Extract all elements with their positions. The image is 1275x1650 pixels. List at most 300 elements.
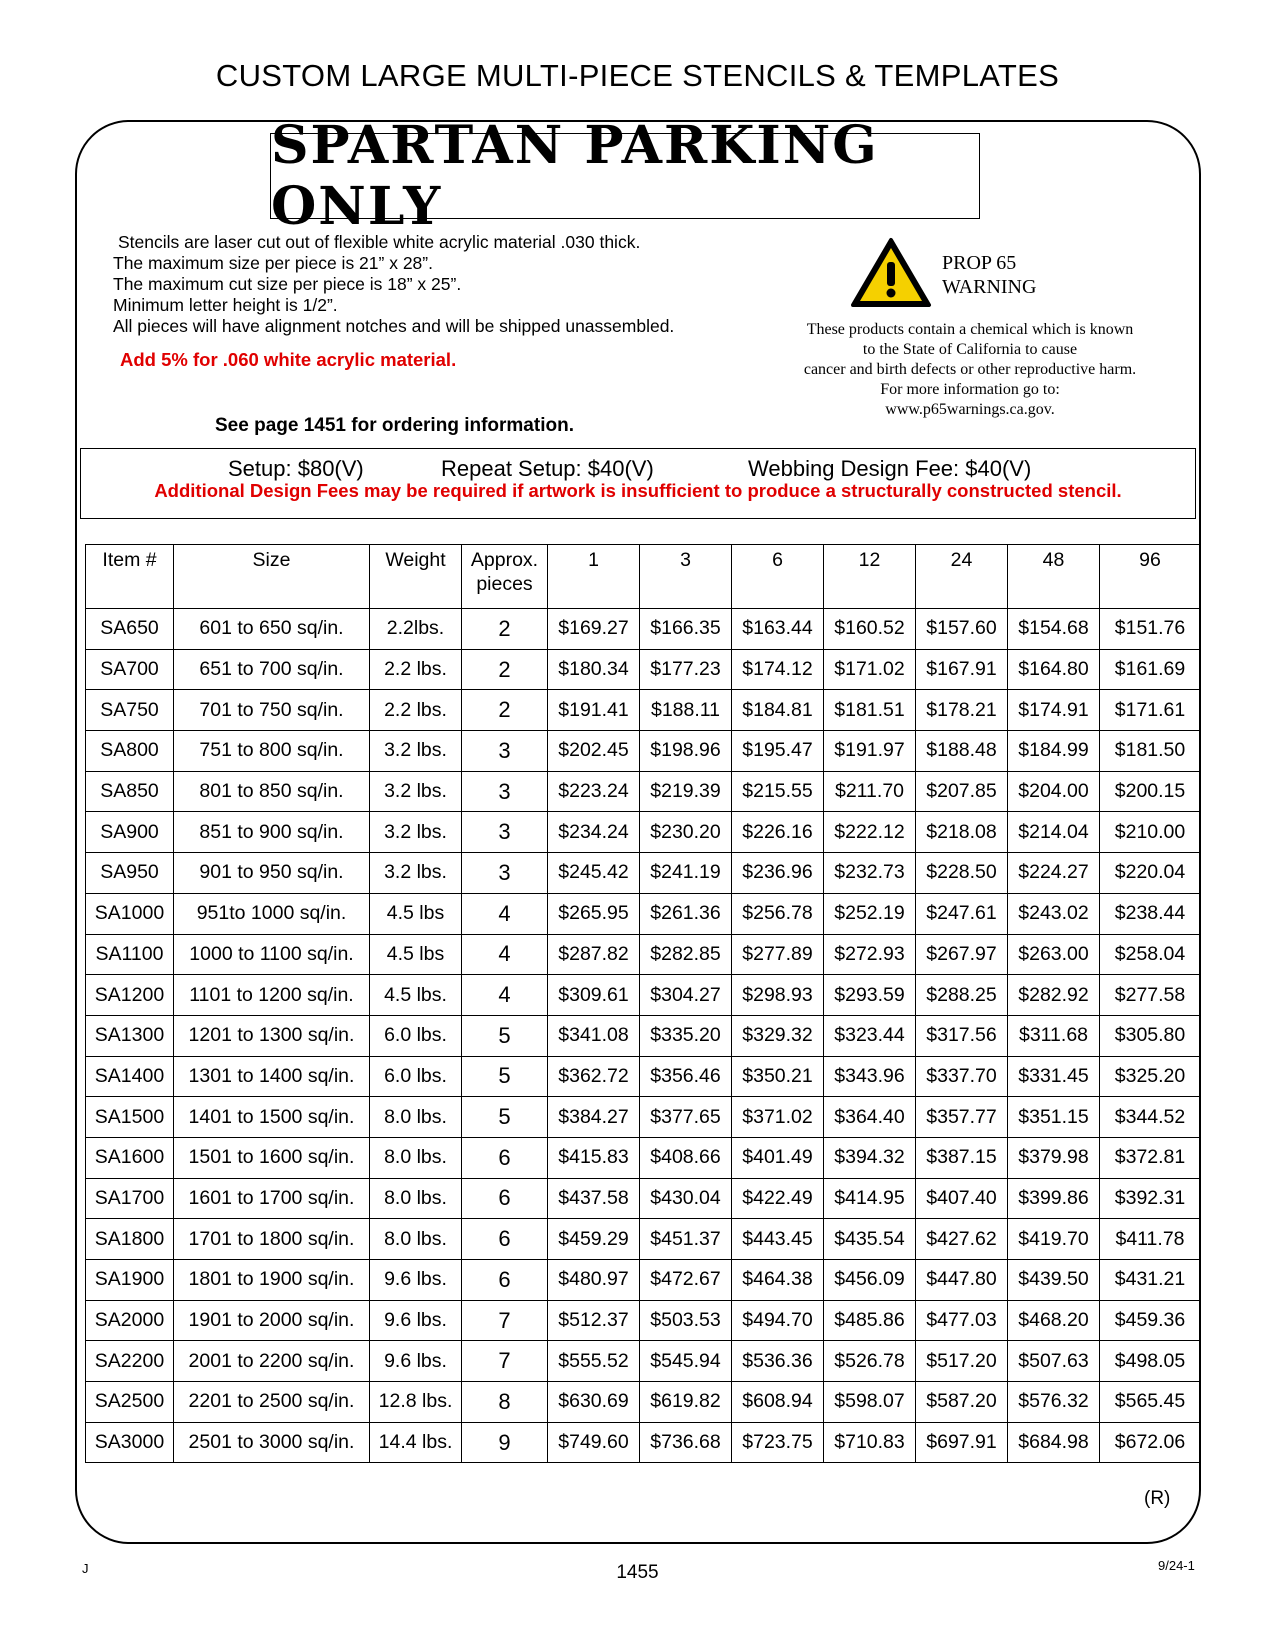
table-cell: $372.81 <box>1100 1137 1201 1178</box>
table-cell: SA1600 <box>86 1137 174 1178</box>
table-cell: 1801 to 1900 sq/in. <box>174 1260 370 1301</box>
table-cell: $202.45 <box>548 731 640 772</box>
table-cell: $204.00 <box>1008 771 1100 812</box>
table-cell: $177.23 <box>640 649 732 690</box>
table-cell: $468.20 <box>1008 1300 1100 1341</box>
table-cell: $377.65 <box>640 1097 732 1138</box>
table-cell: $401.49 <box>732 1137 824 1178</box>
table-cell: $161.69 <box>1100 649 1201 690</box>
table-row <box>86 649 1201 690</box>
table-cell: $174.91 <box>1008 690 1100 731</box>
table-cell: $545.94 <box>640 1341 732 1382</box>
table-cell: SA1500 <box>86 1097 174 1138</box>
table-cell: 1301 to 1400 sq/in. <box>174 1056 370 1097</box>
table-cell: $252.19 <box>824 893 916 934</box>
table-cell: 2.2 lbs. <box>370 690 462 731</box>
table-cell: $329.32 <box>732 1015 824 1056</box>
design-fee-warning: Additional Design Fees may be required if artwork is insufficient to produce a structurally constructed stencil. <box>154 480 1122 501</box>
table-cell: $411.78 <box>1100 1219 1201 1260</box>
table-cell: $188.48 <box>916 731 1008 772</box>
stencil-sample-text: SPARTAN PARKING ONLY <box>271 115 879 237</box>
table-cell: 3.2 lbs. <box>370 731 462 772</box>
column-header-text: pieces <box>476 573 533 595</box>
table-cell: 6 <box>462 1137 548 1178</box>
table-cell: $277.89 <box>732 934 824 975</box>
table-cell: $507.63 <box>1008 1341 1100 1382</box>
table-cell: 6.0 lbs. <box>370 1015 462 1056</box>
table-cell: $498.05 <box>1100 1341 1201 1382</box>
table-cell: $414.95 <box>824 1178 916 1219</box>
prop65-line: These products contain a chemical which is known <box>806 321 1134 338</box>
table-cell: $263.00 <box>1008 934 1100 975</box>
table-cell: 8.0 lbs. <box>370 1137 462 1178</box>
table-cell: 6 <box>462 1178 548 1219</box>
table-cell: $672.06 <box>1100 1422 1201 1463</box>
table-cell: $188.11 <box>640 690 732 731</box>
table-cell: $464.38 <box>732 1260 824 1301</box>
prop65-line: www.p65warnings.ca.gov. <box>885 401 1055 418</box>
column-header <box>1100 545 1201 609</box>
table-cell: $387.15 <box>916 1137 1008 1178</box>
table-cell: 2 <box>462 649 548 690</box>
table-cell: $191.41 <box>548 690 640 731</box>
table-cell: 951to 1000 sq/in. <box>174 893 370 934</box>
table-cell: $697.91 <box>916 1422 1008 1463</box>
table-cell: $431.21 <box>1100 1260 1201 1301</box>
table-cell: $224.27 <box>1008 853 1100 894</box>
price-table <box>85 544 1201 1463</box>
table-cell: 2 <box>462 690 548 731</box>
table-cell: SA1000 <box>86 893 174 934</box>
prop65-line: For more information go to: <box>880 381 1060 398</box>
table-cell: $184.81 <box>732 690 824 731</box>
table-cell: $215.55 <box>732 771 824 812</box>
table-cell: $430.04 <box>640 1178 732 1219</box>
column-header-text: 12 <box>858 549 881 571</box>
table-row <box>86 1015 1201 1056</box>
table-cell: 2001 to 2200 sq/in. <box>174 1341 370 1382</box>
spec-line: The maximum size per piece is 21” x 28”. <box>113 253 433 273</box>
table-cell: $619.82 <box>640 1382 732 1423</box>
table-cell: $222.12 <box>824 812 916 853</box>
table-cell: $167.91 <box>916 649 1008 690</box>
table-cell: 5 <box>462 1056 548 1097</box>
table-cell: $210.00 <box>1100 812 1201 853</box>
ordering-note: See page 1451 for ordering information. <box>215 415 574 436</box>
column-header-text: Size <box>252 549 291 571</box>
footer-left: J <box>82 1561 89 1576</box>
table-cell: 701 to 750 sq/in. <box>174 690 370 731</box>
table-cell: $166.35 <box>640 609 732 650</box>
table-cell: $304.27 <box>640 975 732 1016</box>
table-cell: $323.44 <box>824 1015 916 1056</box>
column-header <box>86 545 174 609</box>
column-header-text: 96 <box>1139 549 1161 571</box>
table-cell: SA850 <box>86 771 174 812</box>
table-cell: $236.96 <box>732 853 824 894</box>
table-cell: SA800 <box>86 731 174 772</box>
table-cell: $163.44 <box>732 609 824 650</box>
table-cell: $298.93 <box>732 975 824 1016</box>
table-cell: 4.5 lbs <box>370 934 462 975</box>
table-cell: 751 to 800 sq/in. <box>174 731 370 772</box>
table-row <box>86 812 1201 853</box>
footer-right: 9/24-1 <box>1158 1558 1195 1573</box>
material-note: Add 5% for .060 white acrylic material. <box>120 349 457 370</box>
table-header-row <box>86 545 1201 609</box>
table-cell: 3 <box>462 771 548 812</box>
table-cell: $256.78 <box>732 893 824 934</box>
table-cell: SA900 <box>86 812 174 853</box>
table-cell: 9.6 lbs. <box>370 1300 462 1341</box>
table-cell: $447.80 <box>916 1260 1008 1301</box>
table-cell: $181.51 <box>824 690 916 731</box>
table-cell: 4 <box>462 893 548 934</box>
table-cell: $164.80 <box>1008 649 1100 690</box>
table-cell: SA700 <box>86 649 174 690</box>
table-cell: 4 <box>462 975 548 1016</box>
table-row <box>86 1422 1201 1463</box>
table-cell: $459.29 <box>548 1219 640 1260</box>
column-header <box>916 545 1008 609</box>
table-cell: $419.70 <box>1008 1219 1100 1260</box>
table-cell: $241.19 <box>640 853 732 894</box>
table-cell: $684.98 <box>1008 1422 1100 1463</box>
table-cell: $608.94 <box>732 1382 824 1423</box>
table-cell: 3 <box>462 812 548 853</box>
table-cell: 2.2 lbs. <box>370 649 462 690</box>
page-number: 1455 <box>616 1562 659 1583</box>
table-cell: 4.5 lbs <box>370 893 462 934</box>
table-cell: $503.53 <box>640 1300 732 1341</box>
table-cell: $151.76 <box>1100 609 1201 650</box>
table-cell: $198.96 <box>640 731 732 772</box>
table-cell: 3 <box>462 853 548 894</box>
table-cell: $362.72 <box>548 1056 640 1097</box>
table-cell: $293.59 <box>824 975 916 1016</box>
table-cell: $379.98 <box>1008 1137 1100 1178</box>
table-cell: $223.24 <box>548 771 640 812</box>
column-header-text: 24 <box>950 549 973 571</box>
table-cell: $456.09 <box>824 1260 916 1301</box>
table-cell: $331.45 <box>1008 1056 1100 1097</box>
table-cell: $357.77 <box>916 1097 1008 1138</box>
prop65-title <box>942 251 1036 299</box>
table-cell: $184.99 <box>1008 731 1100 772</box>
table-cell: $415.83 <box>548 1137 640 1178</box>
table-row <box>86 1382 1201 1423</box>
table-cell: $587.20 <box>916 1382 1008 1423</box>
table-cell: 601 to 650 sq/in. <box>174 609 370 650</box>
table-cell: $238.44 <box>1100 893 1201 934</box>
table-cell: $526.78 <box>824 1341 916 1382</box>
table-cell: $407.40 <box>916 1178 1008 1219</box>
column-header-text: Weight <box>385 549 446 571</box>
table-cell: 901 to 950 sq/in. <box>174 853 370 894</box>
table-cell: 3 <box>462 731 548 772</box>
column-header-text: 6 <box>772 549 783 571</box>
table-cell: $337.70 <box>916 1056 1008 1097</box>
table-cell: $451.37 <box>640 1219 732 1260</box>
table-cell: $317.56 <box>916 1015 1008 1056</box>
table-cell: $288.25 <box>916 975 1008 1016</box>
table-cell: 9.6 lbs. <box>370 1341 462 1382</box>
table-cell: $494.70 <box>732 1300 824 1341</box>
column-header-text: Approx. <box>470 549 539 571</box>
table-cell: $335.20 <box>640 1015 732 1056</box>
table-cell: $459.36 <box>1100 1300 1201 1341</box>
table-cell: $371.02 <box>732 1097 824 1138</box>
table-cell: 2501 to 3000 sq/in. <box>174 1422 370 1463</box>
table-cell: $343.96 <box>824 1056 916 1097</box>
table-cell: $169.27 <box>548 609 640 650</box>
table-cell: $341.08 <box>548 1015 640 1056</box>
repeat-setup-fee: Repeat Setup: $40(V) <box>441 456 654 481</box>
table-cell: SA1100 <box>86 934 174 975</box>
table-cell: $287.82 <box>548 934 640 975</box>
table-cell: SA1800 <box>86 1219 174 1260</box>
table-cell: $384.27 <box>548 1097 640 1138</box>
table-cell: $211.70 <box>824 771 916 812</box>
column-header <box>824 545 916 609</box>
table-row <box>86 1300 1201 1341</box>
table-cell: 8.0 lbs. <box>370 1097 462 1138</box>
table-cell: 8.0 lbs. <box>370 1178 462 1219</box>
table-cell: $325.20 <box>1100 1056 1201 1097</box>
column-header-text: 48 <box>1042 549 1065 571</box>
table-cell: $180.34 <box>548 649 640 690</box>
table-cell: 1701 to 1800 sq/in. <box>174 1219 370 1260</box>
table-cell: $536.36 <box>732 1341 824 1382</box>
table-cell: $277.58 <box>1100 975 1201 1016</box>
table-cell: $351.15 <box>1008 1097 1100 1138</box>
warning-triangle-icon <box>850 237 932 309</box>
table-cell: 2.2lbs. <box>370 609 462 650</box>
prop65-line: to the State of California to cause <box>862 341 1078 358</box>
prop65-line: cancer and birth defects or other reproductive harm. <box>803 361 1137 378</box>
column-header <box>462 545 548 609</box>
table-cell: $191.97 <box>824 731 916 772</box>
prop65-title-line: WARNING <box>942 276 1037 298</box>
table-cell: 12.8 lbs. <box>370 1382 462 1423</box>
table-cell: 2 <box>462 609 548 650</box>
table-cell: $392.31 <box>1100 1178 1201 1219</box>
column-header <box>640 545 732 609</box>
table-cell: $282.85 <box>640 934 732 975</box>
table-cell: $472.67 <box>640 1260 732 1301</box>
table-cell: $245.42 <box>548 853 640 894</box>
table-cell: $282.92 <box>1008 975 1100 1016</box>
table-cell: $565.45 <box>1100 1382 1201 1423</box>
table-cell: $157.60 <box>916 609 1008 650</box>
table-cell: $437.58 <box>548 1178 640 1219</box>
table-cell: $219.39 <box>640 771 732 812</box>
spec-line: Stencils are laser cut out of flexible white acrylic material .030 thick. <box>118 232 641 252</box>
table-cell: SA2500 <box>86 1382 174 1423</box>
table-cell: SA1900 <box>86 1260 174 1301</box>
table-row <box>86 1219 1201 1260</box>
table-cell: $350.21 <box>732 1056 824 1097</box>
table-cell: $344.52 <box>1100 1097 1201 1138</box>
specs-list <box>113 232 675 337</box>
table-cell: SA650 <box>86 609 174 650</box>
table-cell: 8 <box>462 1382 548 1423</box>
table-cell: 851 to 900 sq/in. <box>174 812 370 853</box>
prop65-body <box>760 320 1180 420</box>
table-cell: 1401 to 1500 sq/in. <box>174 1097 370 1138</box>
table-cell: $710.83 <box>824 1422 916 1463</box>
column-header-text: 1 <box>588 549 599 571</box>
registered-mark: (R) <box>1144 1488 1171 1509</box>
table-cell: 3.2 lbs. <box>370 853 462 894</box>
column-header-text: 3 <box>680 549 691 571</box>
table-cell: $160.52 <box>824 609 916 650</box>
table-cell: $214.04 <box>1008 812 1100 853</box>
table-cell: $311.68 <box>1008 1015 1100 1056</box>
table-cell: 1901 to 2000 sq/in. <box>174 1300 370 1341</box>
table-cell: $309.61 <box>548 975 640 1016</box>
table-cell: $305.80 <box>1100 1015 1201 1056</box>
table-cell: $265.95 <box>548 893 640 934</box>
table-cell: $443.45 <box>732 1219 824 1260</box>
table-cell: 9.6 lbs. <box>370 1260 462 1301</box>
table-row <box>86 1056 1201 1097</box>
table-cell: 9 <box>462 1422 548 1463</box>
table-cell: 1501 to 1600 sq/in. <box>174 1137 370 1178</box>
table-cell: 1000 to 1100 sq/in. <box>174 934 370 975</box>
table-cell: $181.50 <box>1100 731 1201 772</box>
table-cell: $555.52 <box>548 1341 640 1382</box>
webbing-design-fee: Webbing Design Fee: $40(V) <box>748 456 1032 481</box>
table-cell: 7 <box>462 1341 548 1382</box>
table-cell: $477.03 <box>916 1300 1008 1341</box>
table-cell: $174.12 <box>732 649 824 690</box>
table-cell: $485.86 <box>824 1300 916 1341</box>
table-cell: 2201 to 2500 sq/in. <box>174 1382 370 1423</box>
table-cell: $234.24 <box>548 812 640 853</box>
table-cell: $630.69 <box>548 1382 640 1423</box>
table-cell: $408.66 <box>640 1137 732 1178</box>
page-title: CUSTOM LARGE MULTI-PIECE STENCILS & TEMPLATES <box>215 58 1060 93</box>
table-cell: $749.60 <box>548 1422 640 1463</box>
column-header <box>732 545 824 609</box>
stencil-sample <box>270 115 980 237</box>
table-cell: 3.2 lbs. <box>370 771 462 812</box>
table-row <box>86 771 1201 812</box>
table-row <box>86 690 1201 731</box>
table-cell: 651 to 700 sq/in. <box>174 649 370 690</box>
table-cell: 7 <box>462 1300 548 1341</box>
table-cell: SA1700 <box>86 1178 174 1219</box>
table-cell: 5 <box>462 1015 548 1056</box>
table-cell: $154.68 <box>1008 609 1100 650</box>
table-row <box>86 1097 1201 1138</box>
spec-line: All pieces will have alignment notches and will be shipped unassembled. <box>113 316 675 336</box>
table-cell: $243.02 <box>1008 893 1100 934</box>
table-row <box>86 934 1201 975</box>
table-cell: $356.46 <box>640 1056 732 1097</box>
table-cell: $272.93 <box>824 934 916 975</box>
table-row <box>86 1178 1201 1219</box>
table-cell: $422.49 <box>732 1178 824 1219</box>
table-cell: 4.5 lbs. <box>370 975 462 1016</box>
table-cell: $394.32 <box>824 1137 916 1178</box>
table-cell: $427.62 <box>916 1219 1008 1260</box>
column-header <box>174 545 370 609</box>
table-cell: $512.37 <box>548 1300 640 1341</box>
table-cell: SA2200 <box>86 1341 174 1382</box>
table-cell: $258.04 <box>1100 934 1201 975</box>
table-cell: $517.20 <box>916 1341 1008 1382</box>
table-cell: $736.68 <box>640 1422 732 1463</box>
table-cell: $439.50 <box>1008 1260 1100 1301</box>
table-cell: $480.97 <box>548 1260 640 1301</box>
table-cell: $230.20 <box>640 812 732 853</box>
table-cell: $598.07 <box>824 1382 916 1423</box>
table-cell: $576.32 <box>1008 1382 1100 1423</box>
table-cell: $195.47 <box>732 731 824 772</box>
table-cell: $247.61 <box>916 893 1008 934</box>
column-header-text: Item # <box>102 549 157 571</box>
table-cell: $261.36 <box>640 893 732 934</box>
table-cell: 6 <box>462 1260 548 1301</box>
table-row <box>86 609 1201 650</box>
column-header <box>370 545 462 609</box>
table-cell: 8.0 lbs. <box>370 1219 462 1260</box>
table-cell: $232.73 <box>824 853 916 894</box>
setup-fee: Setup: $80(V) <box>228 456 364 481</box>
table-cell: SA3000 <box>86 1422 174 1463</box>
table-cell: 1201 to 1300 sq/in. <box>174 1015 370 1056</box>
table-row <box>86 1260 1201 1301</box>
table-cell: $399.86 <box>1008 1178 1100 1219</box>
table-cell: $228.50 <box>916 853 1008 894</box>
table-row <box>86 1341 1201 1382</box>
column-header <box>548 545 640 609</box>
table-cell: 5 <box>462 1097 548 1138</box>
table-cell: $226.16 <box>732 812 824 853</box>
table-cell: SA2000 <box>86 1300 174 1341</box>
table-cell: $171.02 <box>824 649 916 690</box>
table-cell: 3.2 lbs. <box>370 812 462 853</box>
table-cell: 6 <box>462 1219 548 1260</box>
table-row <box>86 975 1201 1016</box>
table-cell: SA750 <box>86 690 174 731</box>
table-cell: SA1400 <box>86 1056 174 1097</box>
table-row <box>86 1137 1201 1178</box>
table-cell: SA950 <box>86 853 174 894</box>
prop65-title-line: PROP 65 <box>942 252 1017 274</box>
table-cell: $267.97 <box>916 934 1008 975</box>
table-row <box>86 853 1201 894</box>
table-cell: $207.85 <box>916 771 1008 812</box>
column-header <box>1008 545 1100 609</box>
setup-fees-box <box>80 448 1196 519</box>
table-cell: $171.61 <box>1100 690 1201 731</box>
table-cell: SA1200 <box>86 975 174 1016</box>
table-row <box>86 731 1201 772</box>
table-cell: 6.0 lbs. <box>370 1056 462 1097</box>
table-cell: $218.08 <box>916 812 1008 853</box>
table-cell: 14.4 lbs. <box>370 1422 462 1463</box>
spec-line: Minimum letter height is 1/2”. <box>113 295 338 315</box>
table-cell: $364.40 <box>824 1097 916 1138</box>
table-cell: 1601 to 1700 sq/in. <box>174 1178 370 1219</box>
table-cell: $200.15 <box>1100 771 1201 812</box>
table-cell: $723.75 <box>732 1422 824 1463</box>
spec-line: The maximum cut size per piece is 18” x 25”. <box>113 274 462 294</box>
table-cell: $220.04 <box>1100 853 1201 894</box>
